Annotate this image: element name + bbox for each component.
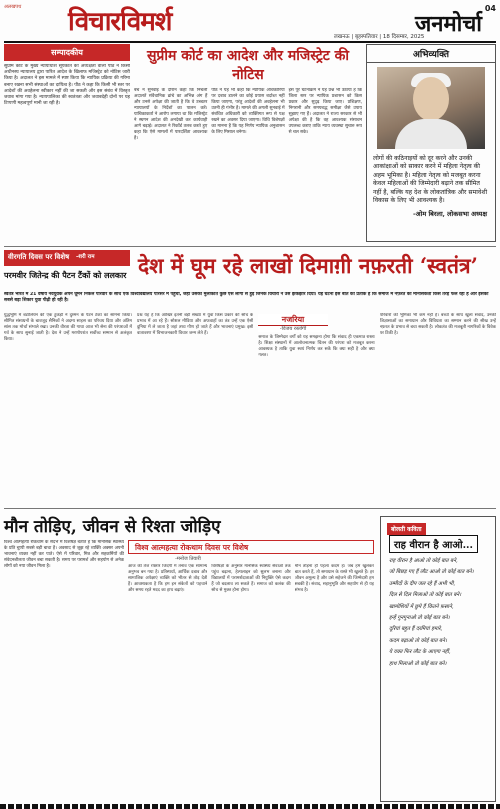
section-label: नजरिया [258,314,328,326]
lead-columns [134,88,362,264]
poem-line: कदम बढ़ाओ तो कोई बात बने। [389,637,447,644]
masthead [4,2,496,42]
story-body [4,313,496,503]
story-intro: स्वतंत्र भारत में 21 वर्षीय नवयुवक अपने घूमने निकले परिवार के साथ एक विश्वविद्यालय परिसर में पहुंचा, जहां उसकी मुलाकात कुछ ऐसे लोगों से हुई जिनके विचारों ने उसे झकझोर दिया। यह घटना इस बात का प्रतीक है कि समाज में नफ़रत की मानसिकता किस तरह फैल रही है और इसका सबसे बड़ा शिकार युवा पीढ़ी हो रही है। [4,292,489,304]
poem-line: दिल से दिल मिलाओ तो कोई बात बने। [389,592,462,599]
special-subhead: परमवीर जितेन्द्र की पैटन टैंकों को ललकार [4,270,127,280]
lead-column: पीठ ने यह भी कहा कि न्यायिक अधिकारियों पर दबाव डालने का कोई प्रयास बर्दाश्त नहीं किया जाएगा, परंतु आदेशों की अवहेलना भी उतनी ही गंभीर है। मामले की अगली सुनवाई में संबंधित अधिकारी को व्यक्तिगत रूप से पक्ष रखने का अवसर दिया जाएगा। विधि विशेषज्ञों का मानना है कि यह निर्णय न्यायिक अनुशासन के लिए मिसाल बनेगा। [211,88,285,135]
dateline: लखनऊ | बृहस्पतिवार | 18 दिसम्बर, 2025 [334,34,425,40]
special-story-text: युद्धभूमि में बटालियन की एक टुकड़ी ने दुश्मन के पैटन टैंकों का सामना किया। सीमित संसाधनों के बावजूद सैनिकों ने अदम्य साहस का परिचय दिया और अंतिम सांस तक मोर्चा संभाले रखा। उनकी वीरता की गाथा आज भी सेना की परंपराओं में गर्व के साथ सुनाई जाती है। देश ने उन्हें मरणोपरांत सर्वोच्च सम्मान से अलंकृत किया। [4,313,132,342]
newspaper-name: जनमोर्चा [414,11,482,37]
abhivyakti-quote: लोगों की कठिनाइयों को दूर करने और उनकी आकांक्षाओं को साकार करने में महिला नेतृत्व की अहम भूमिका है। महिला नेतृत्व को मजबूत करना केवल महिलाओं की जिम्मेदारी बढ़ाने तक सीमित नहीं है, बल्कि यह देश के लोकतांत्रिक और समावेशी विकास के लिए भी आवश्यक है। [373,155,488,205]
editorial-column [4,44,130,242]
poem-lines [389,557,489,671]
special-author: -शरी राम [76,254,95,260]
poem-line: खामोशियों में छुपे हैं कितने फ़साने, [389,603,454,610]
abhivyakti-byline: -ओम बिरला, लोकसभा अध्यक्ष [412,210,487,219]
page-number: 04 [484,4,496,13]
section-title: विचारविमर्श [68,7,172,37]
masthead-tagline: अलखपथ [4,4,22,10]
poem-line: हाथ मिलाओ तो कोई बात बने। [389,660,447,667]
bottom-left-text: विश्व आत्महत्या रोकथाम के संदर्भ में विशेषज्ञ बताते हैं कि मानसिक स्वास्थ्य के प्रति चुप्पी सबसे बड़ी बाधा है। अवसाद से जूझ रहे व्यक्ति अक्सर अपनी भावनाएं व्यक्त नहीं कर पाते। ऐसे में परिवार, मित्र और सहकर्मियों की संवेदनशीलता जीवन बचा सकती है। समय पर परामर्श और सहयोग से अनेक लोगों को नया जीवन मिला है। [4,540,124,569]
bottom-special-heading: विश्व आत्महत्या रोकथाम दिवस पर विशेष [128,540,374,554]
story-column: समाज के जिम्मेदार वर्गों को यह समझना होगा कि संवाद ही एकमात्र रास्ता है। शिक्षा संस्थानों में आलोचनात्मक चिंतन की परंपरा को मजबूत करना आवश्यक है ताकि युवा स्वयं निर्णय कर सकें कि क्या सही है और क्या गलत। [258,335,375,358]
main-headline: देश में घूम रहे लाखों दिमाग़ी नफ़रती ‘स्वतंत्र’ [138,253,478,278]
registration-strip [0,804,500,809]
story-column: प्रश्न यह है कि आखिर इतनी बड़ी संख्या में युवा किस प्रकार की सोच के प्रभाव में आ रहे हैं। सोशल मीडिया और अफवाहों का तंत्र उन्हें एक ऐसी दुनिया में ले जाता है जहां तथ्य गौण हो जाते हैं और भावनाएं प्रमुख। इसी वातावरण में विभाजनकारी विचार जन्म लेते हैं। [137,313,254,336]
bottom-author: -मनोज तिवारी [175,556,201,562]
lead-column: बेंच ने सुनवाई के दौरान कहा कि निचली अदालतें संवैधानिक ढांचे का अभिन्न अंग हैं और उनसे अपेक्षा की जाती है कि वे उच्चतर न्यायालयों के निर्देशों का पालन करें। याचिकाकर्ता ने आरोप लगाया था कि मजिस्ट्रेट ने स्थगन आदेश की अनदेखी कर कार्यवाही आगे बढ़ाई। अदालत ने रिकॉर्ड तलब करते हुए कहा कि ऐसे मामलों में पारदर्शिता आवश्यक है। [134,88,208,141]
editorial-text: सुप्रीम कोर्ट के मुख्य न्यायाधीश सूर्यकांत की अध्यक्षता वाली पीठ ने किसी अधीनस्थ न्यायालय द्वारा पारित आदेश के खिलाफ मजिस्ट्रेट को नोटिस जारी किया है। अदालत ने इस मामले में स्पष्ट किया कि न्यायिक प्रक्रिया की गरिमा बनाए रखना सभी संस्थाओं का दायित्व है। पीठ ने कहा कि किसी भी स्तर पर आदेशों की अवहेलना स्वीकार नहीं की जा सकती और इस संबंध में विस्तृत जवाब मांगा गया है। न्यायपालिका की स्वतंत्रता और जवाबदेही दोनों पर यह टिप्पणी महत्वपूर्ण मानी जा रही है। [4,64,130,107]
bottom-columns [128,564,374,800]
poem-line: उम्मीदों के दीप जल रहे हैं अभी भी, [389,580,456,587]
bottom-column: आज की तेज रफ्तार जिंदगी में तनाव एक सामान्य अनुभव बन गया है। प्रतिस्पर्धा, आर्थिक दबाव और सामाजिक अपेक्षाएं व्यक्ति को भीतर से तोड़ देती हैं। आवश्यकता है कि हम इन संकेतों को पहचानें और समय रहते मदद का हाथ बढ़ाएं। [128,564,208,593]
special-tag-label: वीरगति दिवस पर विशेष [8,253,70,261]
poem-line: दूरियां बहुत हैं दरमियां हमारे, [389,626,443,633]
lead-column: इस पूरे घटनाक्रम ने यह प्रश्न भी उठाया है कि जिला स्तर पर न्यायिक प्रशासन को किस प्रकार और सुदृढ़ किया जाए। प्रशिक्षण, निगरानी और समयबद्ध समीक्षा जैसे उपाय सुझाए गए हैं। अदालत ने राज्य सरकार से भी अपेक्षा की है कि वह आवश्यक संसाधन उपलब्ध कराए ताकि न्याय व्यवस्था सुचारु रूप से चल सके। [288,88,362,135]
poem-line: इन्हें गुनगुनाओ तो कोई बात बने। [389,615,450,622]
story-banner [4,250,496,290]
bottom-column: विशेषज्ञों के अनुसार मानसिक स्वास्थ्य सेवाओं तक पहुंच बढ़ाना, हेल्पलाइन को सुलभ बनाना और विद्यालयों में परामर्शदाताओं की नियुक्ति ऐसे कदम हैं जो बदलाव ला सकते हैं। समाज को कलंक की सोच से मुक्त होना होगा। [211,564,291,593]
poem-tag: बोलती कविता [387,523,426,535]
section-author: -विजय रस्तोगी [258,326,328,332]
poem-box [380,516,496,802]
lead-headline: सुप्रीम कोर्ट का आदेश और मजिस्ट्रेट की नोटिस [146,48,350,83]
editorial-heading: सम्पादकीय [4,44,130,61]
special-tag [4,250,130,266]
masthead-rule [4,41,496,43]
bottom-headline: मौन तोड़िए, जीवन से रिश्ता जोड़िए [4,517,221,537]
abhivyakti-box [366,44,496,242]
abhivyakti-heading: अभिव्यक्ति [367,45,495,63]
poem-line: जो बिछड़ गए हैं लौट आओ तो कोई बात बने। [389,569,474,576]
poem-line: राह वीरान है आओ तो कोई बात बने, [389,558,458,564]
bottom-column: मौन तोड़ना ही पहला कदम है। जब हम खुलकर बात करते हैं, तो समाधान के रास्ते भी खुलते हैं। हर जीवन अमूल्य है और उसे सहेजने की जिम्मेदारी हम सबकी है। संवाद, सहानुभूति और सहयोग से ही यह संभव है। [294,564,374,593]
section-divider [4,246,496,247]
poem-title: राह वीरान है आओ... [389,535,478,553]
lead-editorial [134,44,362,242]
section-divider [4,508,496,509]
speaker-photo [377,67,485,149]
poem-line: ये वक्त फिर लौट के आएगा नहीं, [389,649,451,656]
story-column: परिवारों की भूमिका भी कम नहीं है। बच्चों के साथ खुला संवाद, उनकी जिज्ञासाओं का समाधान और विविधता का सम्मान करने की सीख उन्हें नफ़रत के प्रभाव से बचा सकती है। लोकतंत्र की मजबूती नागरिकों के विवेक पर टिकी है। [379,313,496,336]
